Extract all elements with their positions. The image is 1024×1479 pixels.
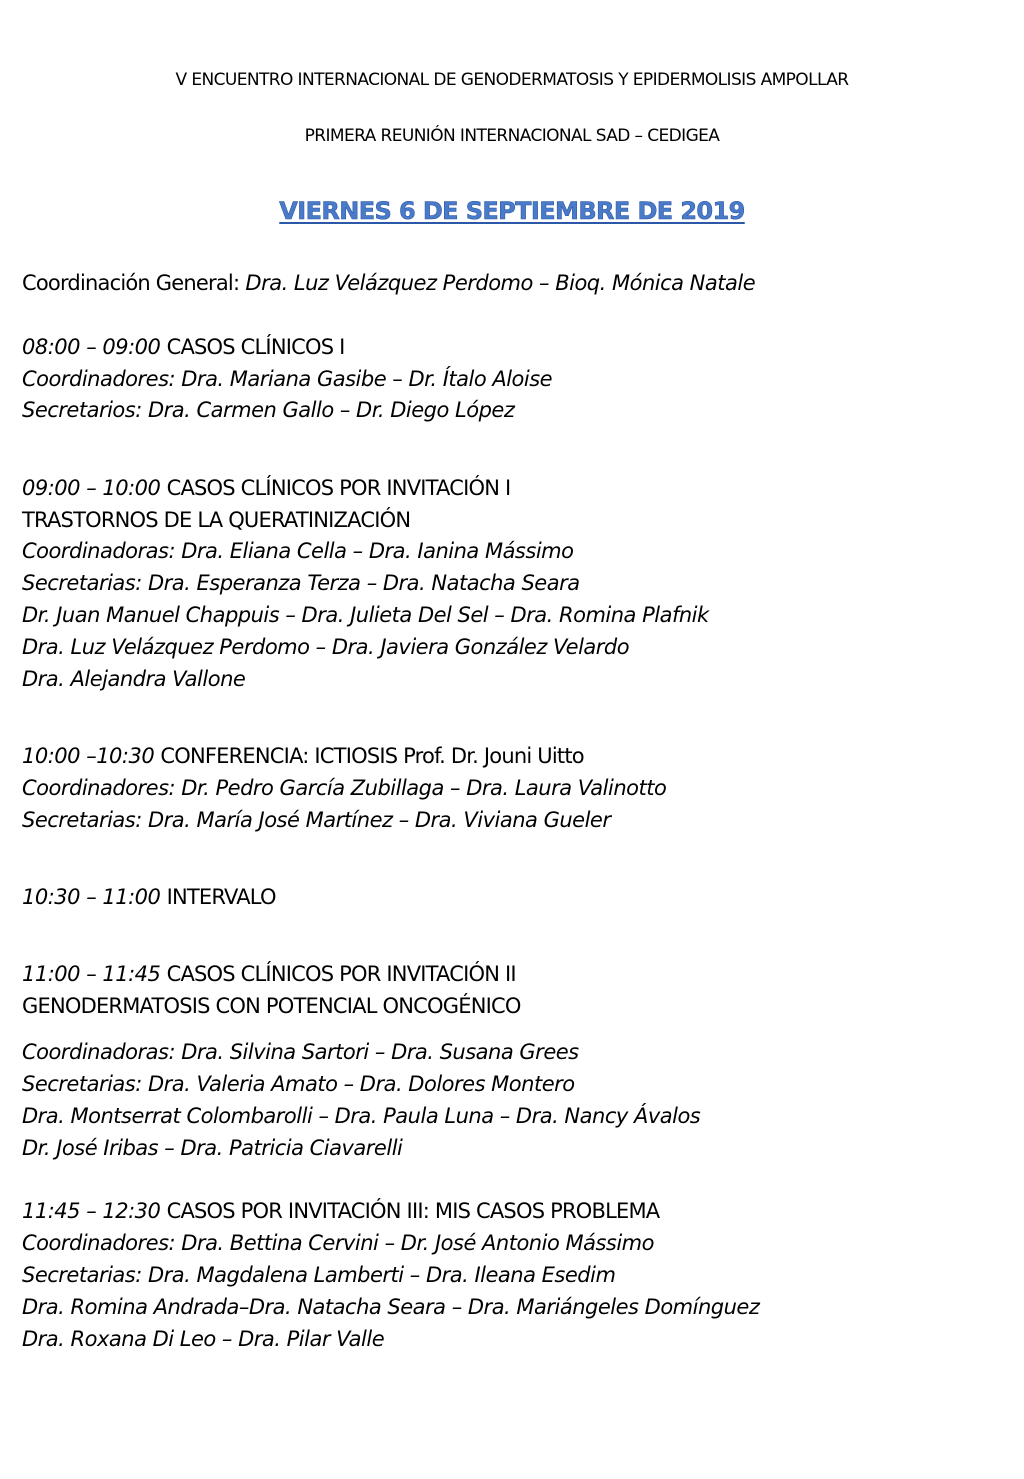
session-time: 10:00 –10:30 [22,744,161,768]
session-3-line-1: Coordinadores: Dr. Pedro García Zubillaga – Dra. Laura Valinotto [22,776,667,800]
session-1-line-2: Secretarios: Dra. Carmen Gallo – Dr. Diego López [22,398,515,422]
session-5-line-2: Secretarias: Dra. Valeria Amato – Dra. Dolores Montero [22,1072,575,1096]
session-2-line-3: Dr. Juan Manuel Chappuis – Dra. Julieta Del Sel – Dra. Romina Plafnik [22,603,709,627]
session-6-heading [22,1197,659,1225]
session-title: CASOS CLÍNICOS I [166,335,345,359]
session-6-line-3: Dra. Romina Andrada–Dra. Natacha Seara – Dra. Mariángeles Domínguez [22,1295,760,1319]
session-title: CASOS POR INVITACIÓN III: MIS CASOS PROBLEMA [166,1199,660,1223]
session-5-line-1: Coordinadoras: Dra. Silvina Sartori – Dra. Susana Grees [22,1040,579,1064]
session-4-heading [22,883,276,911]
event-title: V ENCUENTRO INTERNACIONAL DE GENODERMATOSIS Y EPIDERMOLISIS AMPOLLAR [175,70,849,90]
session-2-line-4: Dra. Luz Velázquez Perdomo – Dra. Javiera González Velardo [22,635,630,659]
session-5-line-3: Dra. Montserrat Colombarolli – Dra. Paula Luna – Dra. Nancy Ávalos [22,1104,701,1128]
session-2-line-5: Dra. Alejandra Vallone [22,667,246,691]
session-time: 11:00 – 11:45 [22,962,167,986]
general-coordination [22,269,755,297]
session-time: 09:00 – 10:00 [22,476,167,500]
session-1-line-1: Coordinadores: Dra. Mariana Gasibe – Dr. Ítalo Aloise [22,367,553,391]
day-title: VIERNES 6 DE SEPTIEMBRE DE 2019 [279,197,745,225]
session-2-heading [22,474,510,502]
session-time: 11:45 – 12:30 [22,1199,167,1223]
session-3-line-2: Secretarias: Dra. María José Martínez – Dra. Viviana Gueler [22,808,611,832]
session-time: 08:00 – 09:00 [22,335,167,359]
session-6-line-2: Secretarias: Dra. Magdalena Lamberti – Dra. Ileana Esedim [22,1263,616,1287]
session-time: 10:30 – 11:00 [22,885,167,909]
session-2-line-1: Coordinadoras: Dra. Eliana Cella – Dra. Ianina Mássimo [22,539,574,563]
session-2-subtitle: TRASTORNOS DE LA QUERATINIZACIÓN [22,508,411,532]
session-title: CASOS CLÍNICOS POR INVITACIÓN II [166,962,516,986]
session-6-line-1: Coordinadores: Dra. Bettina Cervini – Dr. José Antonio Mássimo [22,1231,654,1255]
event-subtitle: PRIMERA REUNIÓN INTERNACIONAL SAD – CEDIGEA [304,126,720,146]
session-5-line-4: Dr. José Iribas – Dra. Patricia Ciavarelli [22,1136,403,1160]
session-title: CONFERENCIA: ICTIOSIS Prof. Dr. Jouni Uitto [160,744,584,768]
session-1-heading [22,333,345,361]
session-2-line-2: Secretarias: Dra. Esperanza Terza – Dra. Natacha Seara [22,571,580,595]
session-3-heading [22,742,584,770]
session-5-subtitle: GENODERMATOSIS CON POTENCIAL ONCOGÉNICO [22,994,521,1018]
session-title: CASOS CLÍNICOS POR INVITACIÓN I [166,476,511,500]
session-title: INTERVALO [166,885,276,909]
session-6-line-4: Dra. Roxana Di Leo – Dra. Pilar Valle [22,1327,385,1351]
general-coordination-value: Dra. Luz Velázquez Perdomo – Bioq. Mónica Natale [239,271,756,295]
session-5-heading [22,960,516,988]
general-coordination-label: Coordinación General: [22,271,240,295]
